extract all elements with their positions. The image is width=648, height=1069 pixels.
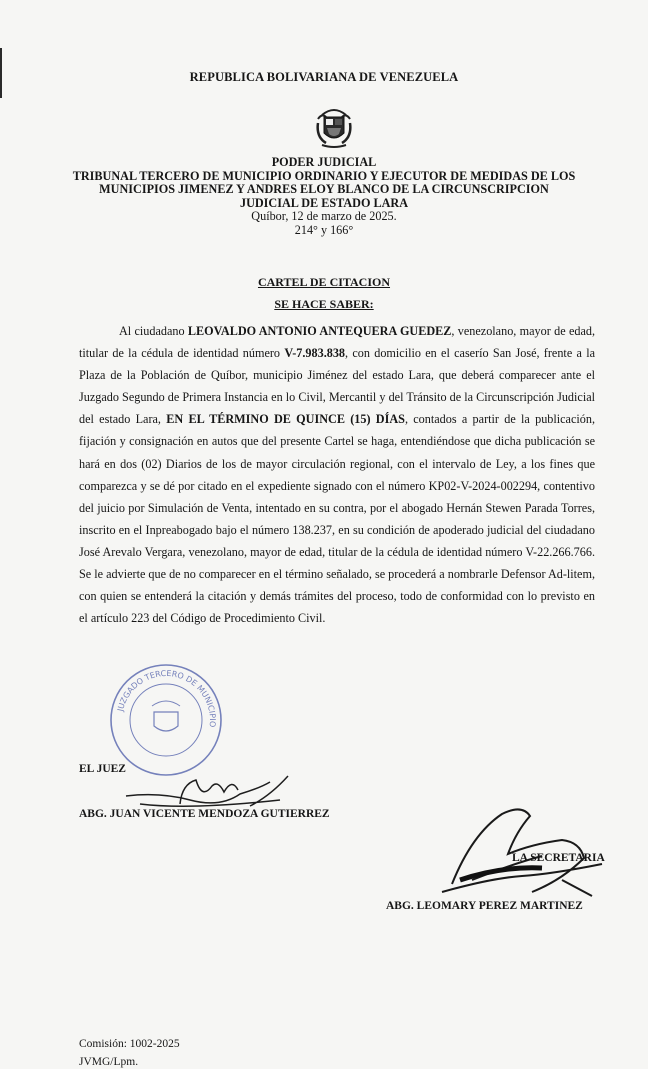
institution-name: PODER JUDICIAL [271,155,377,169]
place-date: Quíbor, 12 de marzo de 2025. [251,209,397,223]
term-clause: EN EL TÉRMINO DE QUINCE (15) DÍAS [166,412,405,427]
body-part-4: , contados a partir de la publicación, fijación y consignación en autos que del presente Cartel se haga, entendiéndose que dicha publicación se hará en dos (02) Diarios de los de mayor circulación regional, con el intervalo de Ley, a los fines que comparezca y se dé por citado en el expediente signado con el número KP02-V-2024-002294, contentivo del juicio por Simulación de Venta, intentado en su contra, por el abogado Hernán Stewen Parada Torres, inscrito en el Inpreabogado bajo el número 138.237, en su condición de apoderado judicial del ciudadano José Arevalo Vergara, venezolano, mayor de edad, titular de la cédula de identidad número V-22.266.766. Se le advierte que de no comparecer en el término señalado, se procederá a nombrarle Defensor Ad-litem, con quien se entenderá la citación y demás trámites del proceso, todo de conformidad con lo previsto en el artículo 223 del Código de Procedimiento Civil. [79,412,595,626]
stamp-text: JUZGADO TERCERO DE MUNICIPIO [115,668,218,728]
tribunal-line-3: JUDICIAL DE ESTADO LARA [239,195,409,210]
document-subtitle: SE HACE SABER: [274,297,374,311]
country-heading: REPUBLICA BOLIVARIANA DE VENEZUELA [189,70,459,84]
body-intro: Al ciudadano [119,324,188,338]
author-initials: JVMG/Lpm. [79,1056,139,1068]
secretary-label: LA SECRETARIA [512,852,605,864]
body-part-3: , con domicilio en el caserío San José, frente a la Plaza de la Población de Quíbor, municipio Jiménez del estado Lara, que deberá comparecer ante el Juzgado Segundo de Primera Instancia en lo Civil, Mercantil y del Tránsito de la Circunscripción Judicial del estado Lara, [79,346,596,427]
tribunal-line-2: MUNICIPIOS JIMENEZ Y ANDRES ELOY BLANCO DE LA CIRCUNSCRIPCION [99,182,549,196]
document-title: CARTEL DE CITACION [257,275,391,289]
coat-of-arms-icon [312,103,356,149]
cited-person-name: LEOVALDO ANTONIO ANTEQUERA GUEDEZ [187,324,452,338]
judge-label: EL JUEZ [79,763,126,775]
tribunal-line-1: TRIBUNAL TERCERO DE MUNICIPIO ORDINARIO Y EJECUTOR DE MEDIDAS DE LOS [72,168,576,183]
secretary-signature [412,784,612,914]
body-part-2: , venezolano, mayor de edad, titular de la cédula de identidad número [79,324,595,361]
years-line: 214° y 166° [294,222,354,237]
citation-body [79,320,595,629]
cited-person-id: V-7.983.838 [284,346,346,361]
commission-number: Comisión: 1002-2025 [79,1038,180,1050]
secretary-name: ABG. LEOMARY PEREZ MARTINEZ [386,900,583,912]
court-seal-stamp [106,660,226,780]
court-header [0,156,648,237]
judge-name: ABG. JUAN VICENTE MENDOZA GUTIERREZ [79,808,330,820]
